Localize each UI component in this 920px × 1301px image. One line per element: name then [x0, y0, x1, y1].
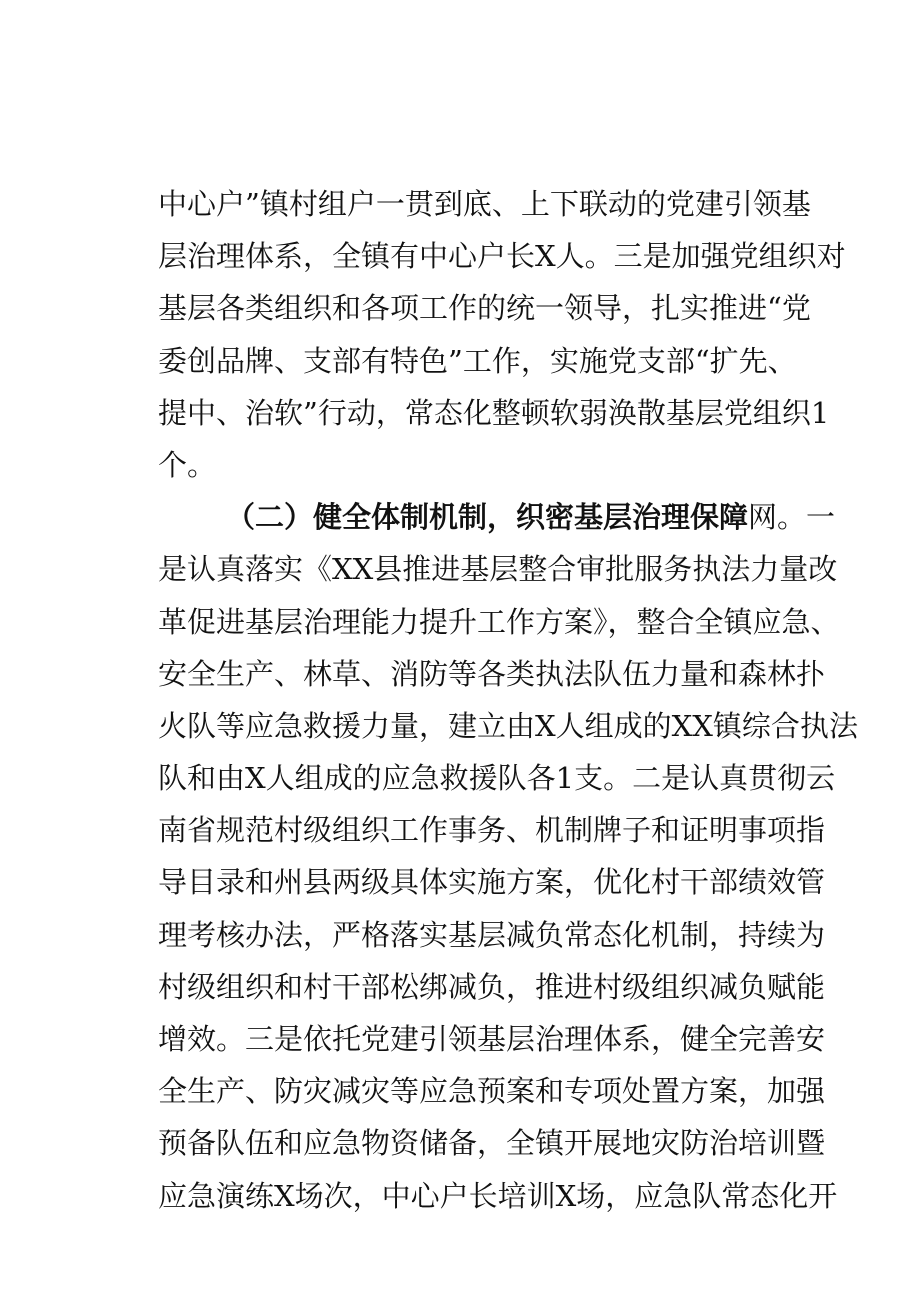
text-line: 个。 — [158, 447, 217, 482]
text-line: 是认真落实《XX县推进基层整合审批服务执法力量改 — [158, 552, 838, 587]
text-line: 层治理体系，全镇有中心户长X人。三是加强党组织对 — [158, 239, 846, 274]
text-line: 中心户”镇村组户一贯到底、上下联动的党建引领基 — [158, 187, 811, 221]
text-line: 革促进基层治理能力提升工作方案》，整合全镇应急、 — [158, 604, 840, 639]
text-line: 安全生产、林草、消防等各类执法队伍力量和森林扑 — [158, 656, 826, 691]
text-line: 提中、治软”行动，常态化整顿软弱涣散基层党组织1 — [158, 395, 830, 430]
text-line: 队和由X人组成的应急救援队各1支。二是认真贯彻云 — [158, 761, 836, 796]
section-heading-line — [158, 491, 836, 543]
text-line: 理考核办法，严格落实基层减负常态化机制，持续为 — [158, 917, 826, 952]
text-line: 村级组织和村干部松绑减负，推进村级组织减负赋能 — [158, 969, 826, 1004]
text-line: 应急演练X场次，中心户长培训X场，应急队常态化开 — [158, 1178, 838, 1213]
text-line: 导目录和州县两级具体实施方案，优化村干部绩效管 — [158, 865, 826, 900]
text-line: 南省规范村级组织工作事务、机制牌子和证明事项指 — [158, 813, 826, 848]
text-line: 预备队伍和应急物资储备，全镇开展地灾防治培训暨 — [158, 1126, 826, 1161]
text-line: 增效。三是依托党建引领基层治理体系，健全完善安 — [158, 1022, 826, 1056]
text-line: 全生产、防灾减灾等应急预案和专项处置方案，加强 — [158, 1074, 826, 1109]
section-heading-tail: 网。一 — [748, 500, 836, 535]
text-line: 委创品牌、支部有特色”工作，实施党支部“扩先、 — [158, 343, 797, 378]
text-line: 火队等应急救援力量，建立由X人组成的XX镇综合执法 — [158, 708, 858, 743]
body-text — [158, 178, 858, 1222]
text-line: 基层各类组织和各项工作的统一领导，扎实推进“党 — [158, 291, 811, 326]
section-heading: （二）健全体制机制，织密基层治理保障 — [226, 500, 749, 535]
